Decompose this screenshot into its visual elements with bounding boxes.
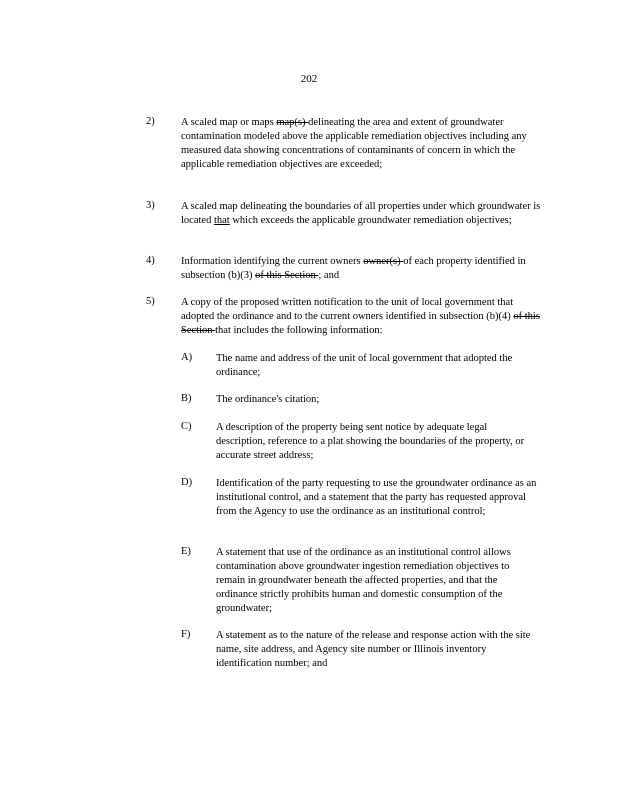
item-text-segment: A scaled map delineating the boundaries of all properties under which groundwater is located [181, 201, 541, 226]
item-text-segment: Information identifying the current owners [181, 256, 364, 267]
item-text [181, 296, 541, 338]
sub-item-a [181, 352, 541, 380]
sub-item-label: A) [181, 352, 193, 363]
sub-item-text: Identification of the party requesting to use the groundwater ordinance as an institutional control, and a statement that the party has requested approval from the Agency to use the ordinance as an institutional control; [216, 478, 537, 517]
item-label: 3) [146, 200, 155, 211]
item-text [181, 255, 541, 283]
sub-item-label: F) [181, 629, 191, 640]
sub-item-label: D) [181, 477, 193, 488]
sub-item-e [181, 546, 541, 616]
sub-item-text: The ordinance's citation; [216, 394, 320, 405]
item-label: 2) [146, 116, 155, 127]
item-text-segment: ; and [318, 270, 340, 281]
deleted-text: owner(s) [363, 256, 404, 267]
item-text-segment: A copy of the proposed written notification to the unit of local government that adopted the ordinance and to the current owners identified in subsection (b)(4) [181, 297, 514, 322]
deleted-text: of this Section [181, 311, 540, 336]
sub-item-c [181, 421, 541, 463]
item-text-segment: delineating the area and extent of groundwater contamination modeled above the applicable remediation objectives including any measured data showing concentrations of contaminants of concern in which the applicable remediation objectives are exceeded; [181, 117, 527, 170]
inserted-text: that [213, 215, 230, 226]
page-number: 202 [300, 73, 318, 85]
deleted-text: of this Section [255, 270, 319, 281]
item-text-segment: of each property identified in subsection (b)(3) [181, 256, 526, 281]
item-text-segment: which exceeds the applicable groundwater remediation objectives; [229, 215, 512, 226]
item-label: 5) [146, 296, 155, 307]
item-label: 4) [146, 255, 155, 266]
sub-item-b [181, 393, 541, 407]
sub-item-label: C) [181, 421, 192, 432]
sub-item-text: A statement as to the nature of the release and response action with the site name, site address, and Agency site number or Illinois inventory identification number; and [216, 630, 531, 669]
list-item-4 [146, 255, 546, 283]
list-item-3 [146, 200, 546, 228]
sub-item-d [181, 477, 541, 519]
sub-item-text: A description of the property being sent notice by adequate legal description, reference to a plat showing the boundaries of the property, or accurate street address; [216, 422, 525, 461]
sub-item-label: E) [181, 546, 191, 557]
sub-item-f [181, 629, 541, 671]
list-item-5 [146, 296, 546, 338]
sub-item-label: B) [181, 393, 192, 404]
list-item-2 [146, 116, 546, 172]
sub-item-text: A statement that use of the ordinance as an institutional control allows contamination above groundwater ingestion remediation objectives to remain in groundwater beneath the affected properties, and that the ordinance strictly prohibits human and domestic consumption of the groundwater; [216, 547, 511, 614]
item-text [181, 116, 541, 172]
item-text-segment: A scaled map or maps [181, 117, 277, 128]
item-text-segment: that includes the following information: [215, 325, 383, 336]
sub-item-text: The name and address of the unit of local government that adopted the ordinance; [216, 353, 513, 378]
deleted-text: map(s) [276, 117, 309, 128]
item-text [181, 200, 541, 228]
